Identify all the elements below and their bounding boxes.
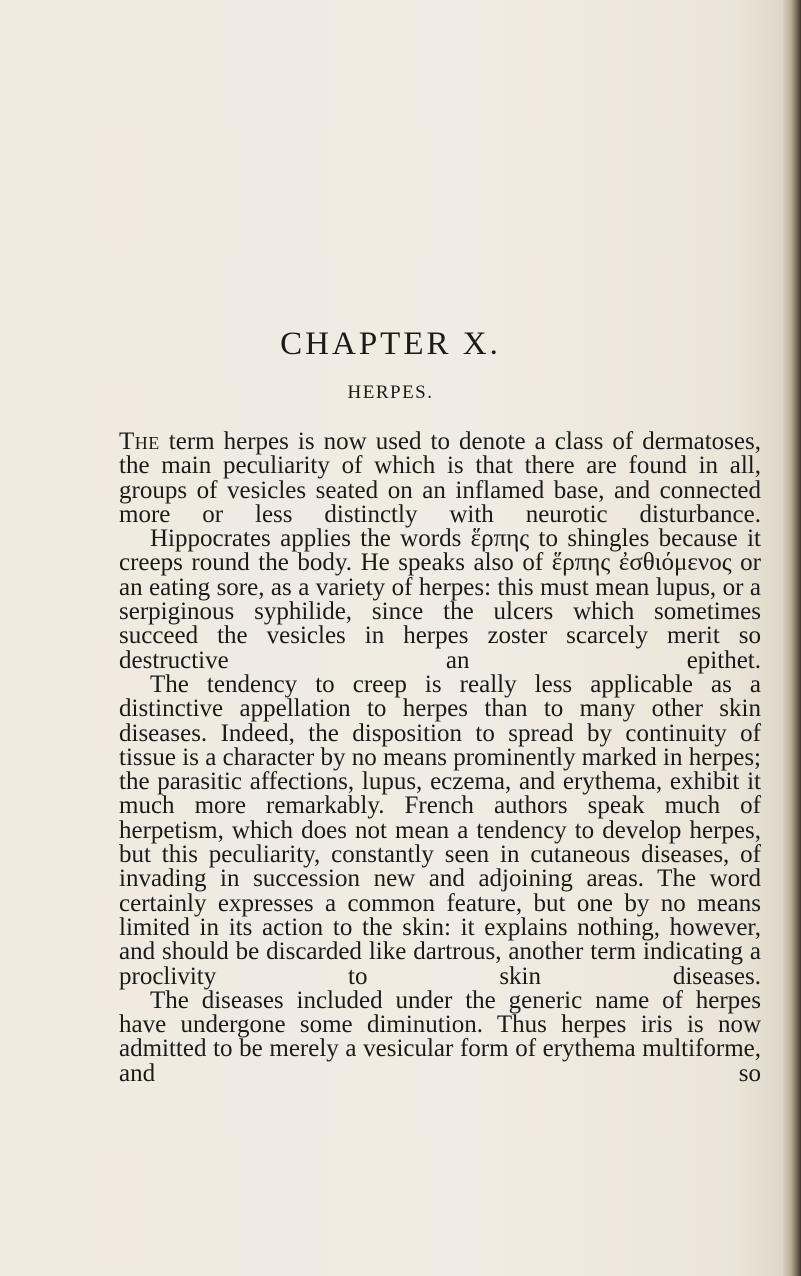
body-text (119, 430, 761, 1086)
paragraph-3-text: The tendency to creep is really less applicable as a distinctive appellation to herpes than to many other skin diseases. Indeed, the disposition to spread by continuity of tissue is a character by no means prominently marked in herpes; the parasitic affections, lupus, eczema, and erythema, exhibit it much more remarkably. French authors speak much of herpetism, which does not mean a tendency to develop herpes, but this peculiarity, constantly seen in cutaneous diseases, of invading in succession new and adjoining areas. The word certainly expresses a common feature, but one by no means limited in its action to the skin: it explains nothing, however, and should be discarded like dartrous, another term indicating a proclivity to skin diseases. (119, 670, 761, 990)
chapter-heading: CHAPTER X. (280, 326, 501, 362)
paragraph-2-text: Hippocrates applies the words ἕρπης to shingles because it creeps round the body. He speaks also of ἕρπης ἐσθιόμενος or an eating sore, as a variety of herpes: this must mean lupus, or a serpiginous syphilide, since the ulcers which sometimes succeed the vesicles in herpes zoster scarcely merit so destructive an epithet. (119, 525, 761, 674)
paragraph-1-text: term herpes is now used to denote a class of dermatoses, the main peculiarity of which is that there are found in all, groups of vesicles seated on an inflamed base, and connected more or less distinctly with neurotic disturbance. (119, 428, 761, 528)
paragraph-1 (119, 430, 761, 527)
paragraph-4-text: The diseases included under the generic name of herpes have undergone some diminution. Thus herpes iris is now admitted to be merely a vesicular form of erythema multiforme, and so (119, 986, 761, 1087)
section-title: HERPES. (347, 382, 434, 403)
page-edge-shadow (783, 0, 801, 1276)
paragraph-1-lead-word: The (119, 428, 160, 455)
paragraph-3 (119, 670, 761, 990)
paragraph-4 (119, 986, 761, 1087)
paragraph-2 (119, 527, 761, 673)
